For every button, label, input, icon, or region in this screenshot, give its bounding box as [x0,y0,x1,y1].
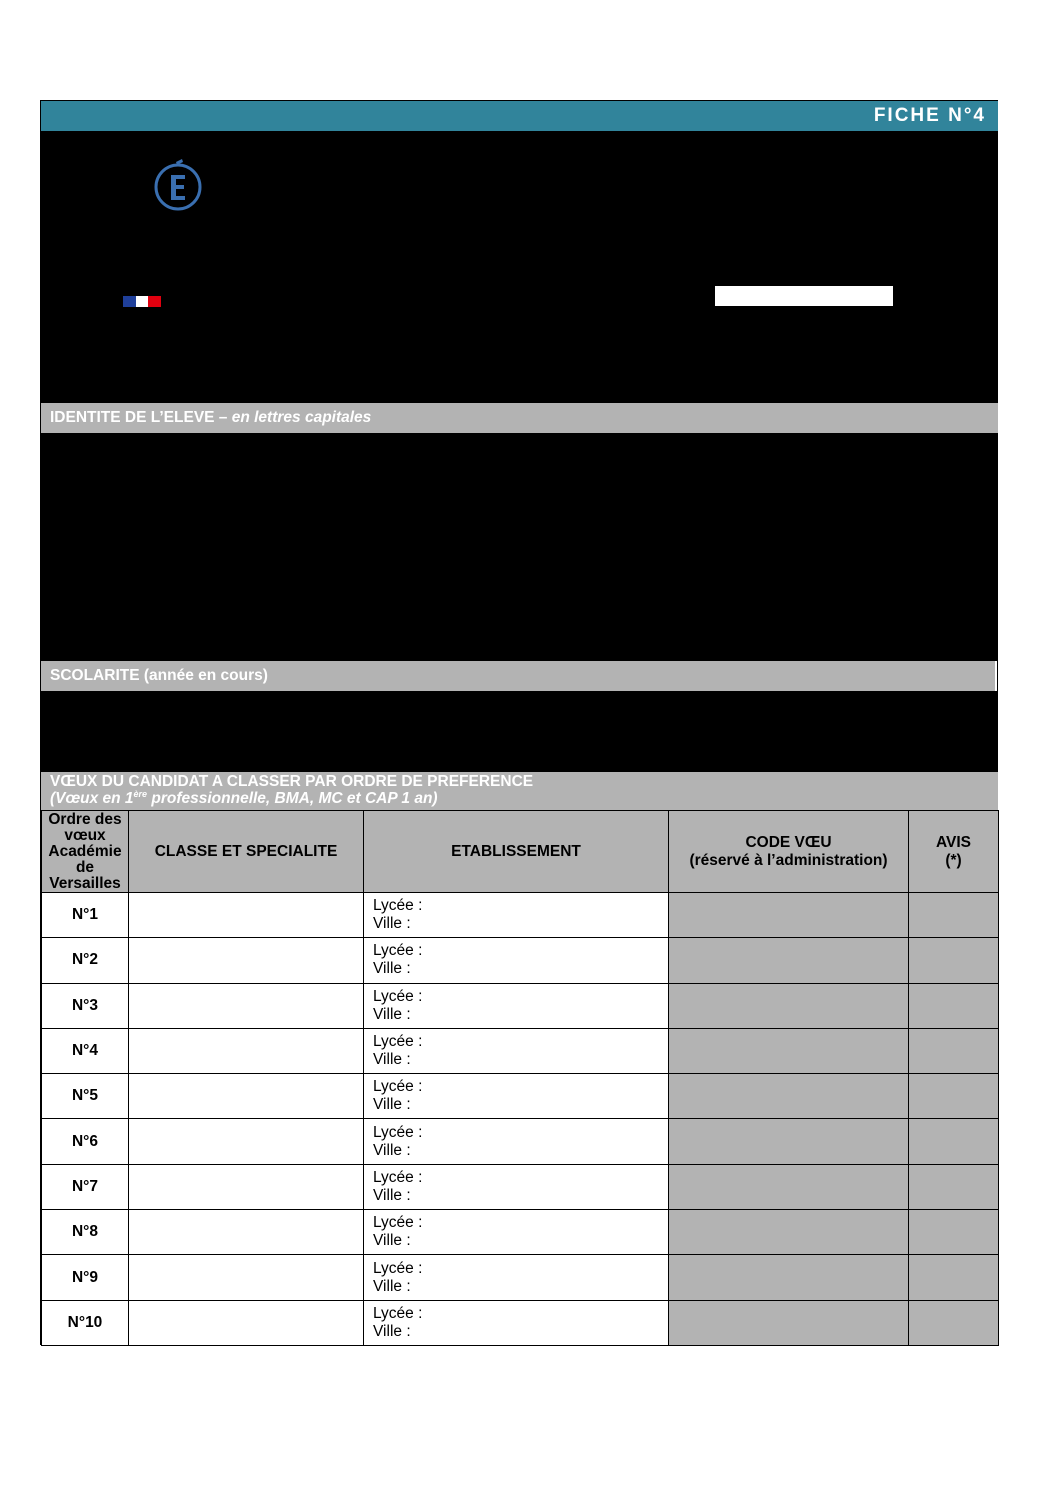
redacted-identite-block [41,433,998,661]
code-voeu-cell [669,938,909,983]
voeu-number: N°6 [42,1119,129,1164]
ville-label: Ville : [373,1322,411,1340]
table-row [42,1074,999,1119]
ville-label: Ville : [373,1051,411,1069]
classe-specialite-cell[interactable] [129,1255,364,1300]
voeux-table [41,810,999,1346]
lycee-label: Lycée : [373,987,423,1005]
table-row [42,1164,999,1209]
lycee-label: Lycée : [373,1123,423,1141]
voeu-number: N°8 [42,1210,129,1255]
section-identite [41,403,998,433]
redacted-scolarite-block [41,691,998,772]
section-scolarite-subtitle: (année en cours) [139,667,268,684]
etablissement-cell[interactable] [364,1255,669,1300]
voeu-number: N°2 [42,938,129,983]
classe-specialite-cell[interactable] [129,1028,364,1073]
header-classe: CLASSE ET SPECIALITE [129,811,364,893]
table-row [42,1028,999,1073]
voeu-number: N°1 [42,893,129,938]
section-identite-subtitle: en lettres capitales [231,409,372,426]
ville-label: Ville : [373,1141,411,1159]
ville-label: Ville : [373,960,411,978]
lycee-label: Lycée : [373,1259,423,1277]
code-voeu-cell [669,1210,909,1255]
lycee-label: Lycée : [373,897,423,915]
header-code-voeu [669,811,909,893]
avis-cell [909,1164,999,1209]
voeu-number: N°7 [42,1164,129,1209]
subtitle-part: professionnelle, BMA, MC et CAP 1 an) [147,790,438,807]
lycee-label: Lycée : [373,1078,423,1096]
avis-cell [909,1300,999,1345]
header-ordre-line: Versailles [49,874,121,892]
fiche-header-bar [41,101,998,131]
etablissement-cell[interactable] [364,1300,669,1345]
classe-specialite-cell[interactable] [129,893,364,938]
lycee-label: Lycée : [373,1304,423,1322]
ville-label: Ville : [373,1096,411,1114]
header-code-line1: CODE VŒU [745,833,832,851]
ville-label: Ville : [373,1232,411,1250]
etablissement-cell[interactable] [364,983,669,1028]
section-scolarite-title: SCOLARITE [50,667,140,684]
code-voeu-cell [669,893,909,938]
avis-cell [909,1255,999,1300]
blank-field[interactable] [715,286,893,306]
ville-label: Ville : [373,915,411,933]
table-row [42,893,999,938]
etablissement-cell[interactable] [364,1074,669,1119]
table-header-row [42,811,999,893]
etablissement-cell[interactable] [364,1119,669,1164]
table-row [42,938,999,983]
french-flag-icon [123,296,161,307]
lycee-label: Lycée : [373,1214,423,1232]
code-voeu-cell [669,1028,909,1073]
classe-specialite-cell[interactable] [129,1074,364,1119]
voeu-number: N°4 [42,1028,129,1073]
table-row [42,1210,999,1255]
classe-specialite-cell[interactable] [129,983,364,1028]
section-voeux-title: VŒUX DU CANDIDAT A CLASSER PAR ORDRE DE PREFERENCE [50,773,534,790]
section-voeux [41,772,998,810]
avis-cell [909,983,999,1028]
code-voeu-cell [669,1119,909,1164]
voeu-number: N°9 [42,1255,129,1300]
classe-specialite-cell[interactable] [129,1164,364,1209]
voeu-number: N°5 [42,1074,129,1119]
ville-label: Ville : [373,1005,411,1023]
classe-specialite-cell[interactable] [129,1210,364,1255]
ville-label: Ville : [373,1277,411,1295]
section-scolarite [41,661,995,691]
voeu-number: N°3 [42,983,129,1028]
header-ordre-line: Académie [48,842,122,860]
avis-cell [909,1074,999,1119]
header-ordre-line: Ordre des [48,810,122,828]
header-ordre [42,811,129,893]
header-ordre-line: vœux [64,826,106,844]
etablissement-cell[interactable] [364,1210,669,1255]
lycee-label: Lycée : [373,1168,423,1186]
table-row [42,1300,999,1345]
classe-specialite-cell[interactable] [129,1119,364,1164]
lycee-label: Lycée : [373,1033,423,1051]
avis-cell [909,938,999,983]
table-row [42,1119,999,1164]
avis-cell [909,1210,999,1255]
ville-label: Ville : [373,1186,411,1204]
code-voeu-cell [669,1300,909,1345]
avis-cell [909,1119,999,1164]
etablissement-cell[interactable] [364,1028,669,1073]
section-identite-title: IDENTITE DE L’ELEVE – [50,409,232,426]
header-avis-line2: (*) [945,851,962,869]
code-voeu-cell [669,983,909,1028]
table-row [42,1255,999,1300]
etablissement-cell[interactable] [364,938,669,983]
header-avis [909,811,999,893]
lycee-label: Lycée : [373,942,423,960]
classe-specialite-cell[interactable] [129,938,364,983]
code-voeu-cell [669,1164,909,1209]
voeu-number: N°10 [42,1300,129,1345]
subtitle-superscript: ère [133,788,148,799]
header-etablissement: ETABLISSEMENT [364,811,669,893]
marianne-e-logo-icon [152,158,204,212]
header-code-line2: (réservé à l’administration) [689,851,888,869]
code-voeu-cell [669,1255,909,1300]
avis-cell [909,1028,999,1073]
section-voeux-subtitle [50,790,998,807]
table-row [42,983,999,1028]
etablissement-cell[interactable] [364,893,669,938]
header-avis-line1: AVIS [935,833,972,851]
fiche-title: FICHE N°4 [873,105,986,126]
code-voeu-cell [669,1074,909,1119]
etablissement-cell[interactable] [364,1164,669,1209]
subtitle-part: (Vœux en 1 [50,790,134,807]
avis-cell [909,893,999,938]
classe-specialite-cell[interactable] [129,1300,364,1345]
header-ordre-line: de [75,858,95,876]
